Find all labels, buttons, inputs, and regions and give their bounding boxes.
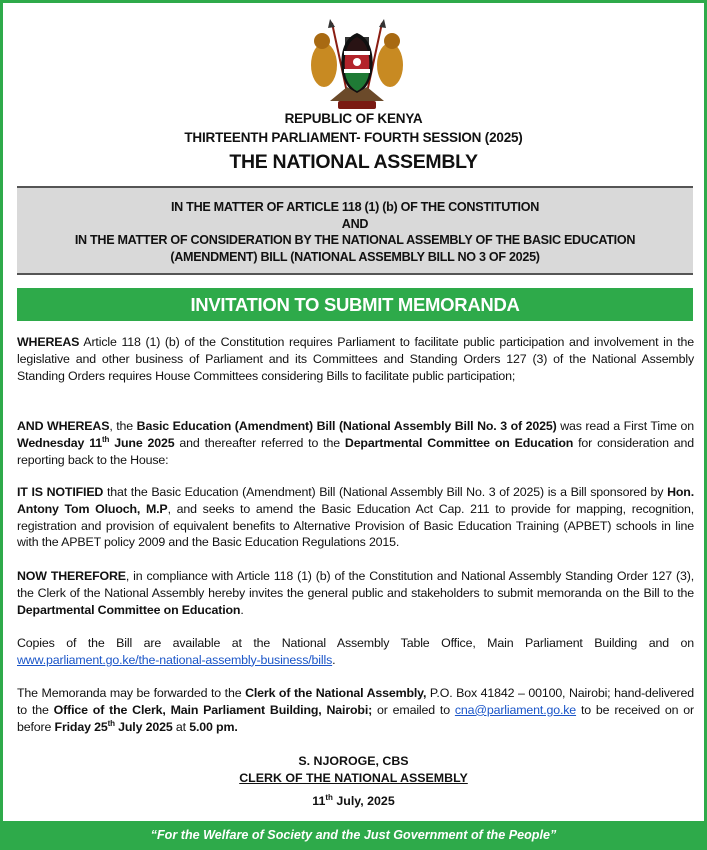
committee-name: Departmental Committee on Education <box>17 602 241 617</box>
national-assembly-title: THE NATIONAL ASSEMBLY <box>229 151 478 173</box>
first-reading-date <box>17 436 174 450</box>
paragraph-copies <box>17 635 694 669</box>
parliament-session-title: THIRTEENTH PARLIAMENT- FOURTH SESSION (2025) <box>184 130 523 145</box>
paragraph-now-therefore <box>17 568 694 618</box>
date-suffix: th <box>102 434 110 444</box>
text-span: was read a First Time on <box>556 419 694 433</box>
invitation-banner: INVITATION TO SUBMIT MEMORANDA <box>17 288 693 321</box>
matter-line-1: IN THE MATTER OF ARTICLE 118 (1) (b) OF THE CONSTITUTION <box>170 200 539 214</box>
notified-lead: IT IS NOTIFIED <box>17 485 104 499</box>
deadline-date <box>55 720 173 734</box>
sponsor-name: Hon. Antony Tom Oluoch, M.P <box>17 485 694 516</box>
text-span: that the Basic Education (Amendment) Bill (National Assembly Bill No. 3 of 2025) is a Bill sponsored by <box>103 485 668 499</box>
paragraph-it-is-notified <box>17 484 694 551</box>
text-span: at <box>172 719 190 734</box>
paragraph-and-whereas <box>17 418 694 468</box>
signatory-title: CLERK OF THE NATIONAL ASSEMBLY <box>239 771 468 785</box>
text-span: , in compliance with Article 118 (1) (b) of the Constitution and National Assembly Standing Order 127 (3), the Clerk of the National Assembly hereby invites the general public and stakeholders to submit memoranda on the Bill to the <box>17 569 694 600</box>
date-part: 11 <box>312 794 326 808</box>
signature-date <box>3 794 704 808</box>
and-whereas-lead: AND WHEREAS <box>17 419 110 433</box>
deadline-time: 5.00 pm. <box>189 719 238 734</box>
bills-link[interactable]: www.parliament.go.ke/the-national-assembly-business/bills <box>17 652 333 667</box>
motto-footer: “For the Welfare of Society and the Just Government of the People” <box>3 821 704 850</box>
text-span: Copies of the Bill are available at the National Assembly Table Office, Main Parliament Building and on <box>17 636 694 650</box>
matter-box <box>17 186 693 275</box>
date-part: Wednesday 11 <box>17 435 103 450</box>
text-span: or emailed to <box>372 702 455 717</box>
text-span: . <box>240 602 244 617</box>
paragraph-memoranda <box>17 685 694 735</box>
now-therefore-lead: NOW THEREFORE <box>17 569 126 583</box>
text-span: and thereafter referred to the <box>174 435 345 450</box>
committee-name: Departmental Committee on Education <box>344 435 574 450</box>
matter-line-2: AND <box>341 216 369 231</box>
text-span: for consideration and reporting back to the House: <box>17 435 694 467</box>
whereas-lead: WHEREAS <box>17 335 80 349</box>
date-part: July 2025 <box>114 719 173 734</box>
text-span: , the <box>109 419 137 433</box>
date-suffix: th <box>107 718 115 728</box>
date-part: July, 2025 <box>332 794 395 808</box>
matter-line-3: IN THE MATTER OF CONSIDERATION BY THE NATIONAL ASSEMBLY OF THE BASIC EDUCATION <box>74 233 636 247</box>
whereas-text: Article 118 (1) (b) of the Constitution requires Parliament to facilitate public participation and involvement in the legislative and other business of Parliament and its Committees and Standing Orders 127 (3) of the National Assembly Standing Orders requires House Committees considering Bills to facilitate public participation; <box>17 335 694 383</box>
matter-line-4: (AMENDMENT) BILL (NATIONAL ASSEMBLY BILL NO 3 OF 2025) <box>170 249 540 264</box>
republic-title: REPUBLIC OF KENYA <box>284 111 423 126</box>
date-part: June 2025 <box>109 435 175 450</box>
office-address: Office of the Clerk, Main Parliament Building, Nairobi; <box>53 702 373 717</box>
date-suffix: th <box>325 792 333 802</box>
kenya-coat-of-arms-icon <box>302 17 412 111</box>
signatory-name: S. NJOROGE, CBS <box>298 754 409 768</box>
bill-name: Basic Education (Amendment) Bill (National Assembly Bill No. 3 of 2025) <box>136 419 557 433</box>
text-span: to be received on or before <box>17 702 695 734</box>
text-span: The Memoranda may be forwarded to the <box>17 686 246 700</box>
clerk-address: Clerk of the National Assembly, <box>245 686 427 700</box>
date-part: Friday 25 <box>54 719 108 734</box>
paragraph-whereas <box>17 334 694 384</box>
text-span: . <box>332 652 336 667</box>
text-span: P.O. Box 41842 – 00100, Nairobi; hand-delivered to the <box>17 686 694 717</box>
email-link[interactable]: cna@parliament.go.ke <box>454 702 577 717</box>
text-span: , and seeks to amend the Basic Education Act Cap. 211 to provide for mapping, recognition, registration and provision of equivalent benefits to Alternative Provision of Basic Education Training (APBET) schools in line with the APBET policy 2009 and the Basic Education Regulations 2015. <box>17 501 694 550</box>
